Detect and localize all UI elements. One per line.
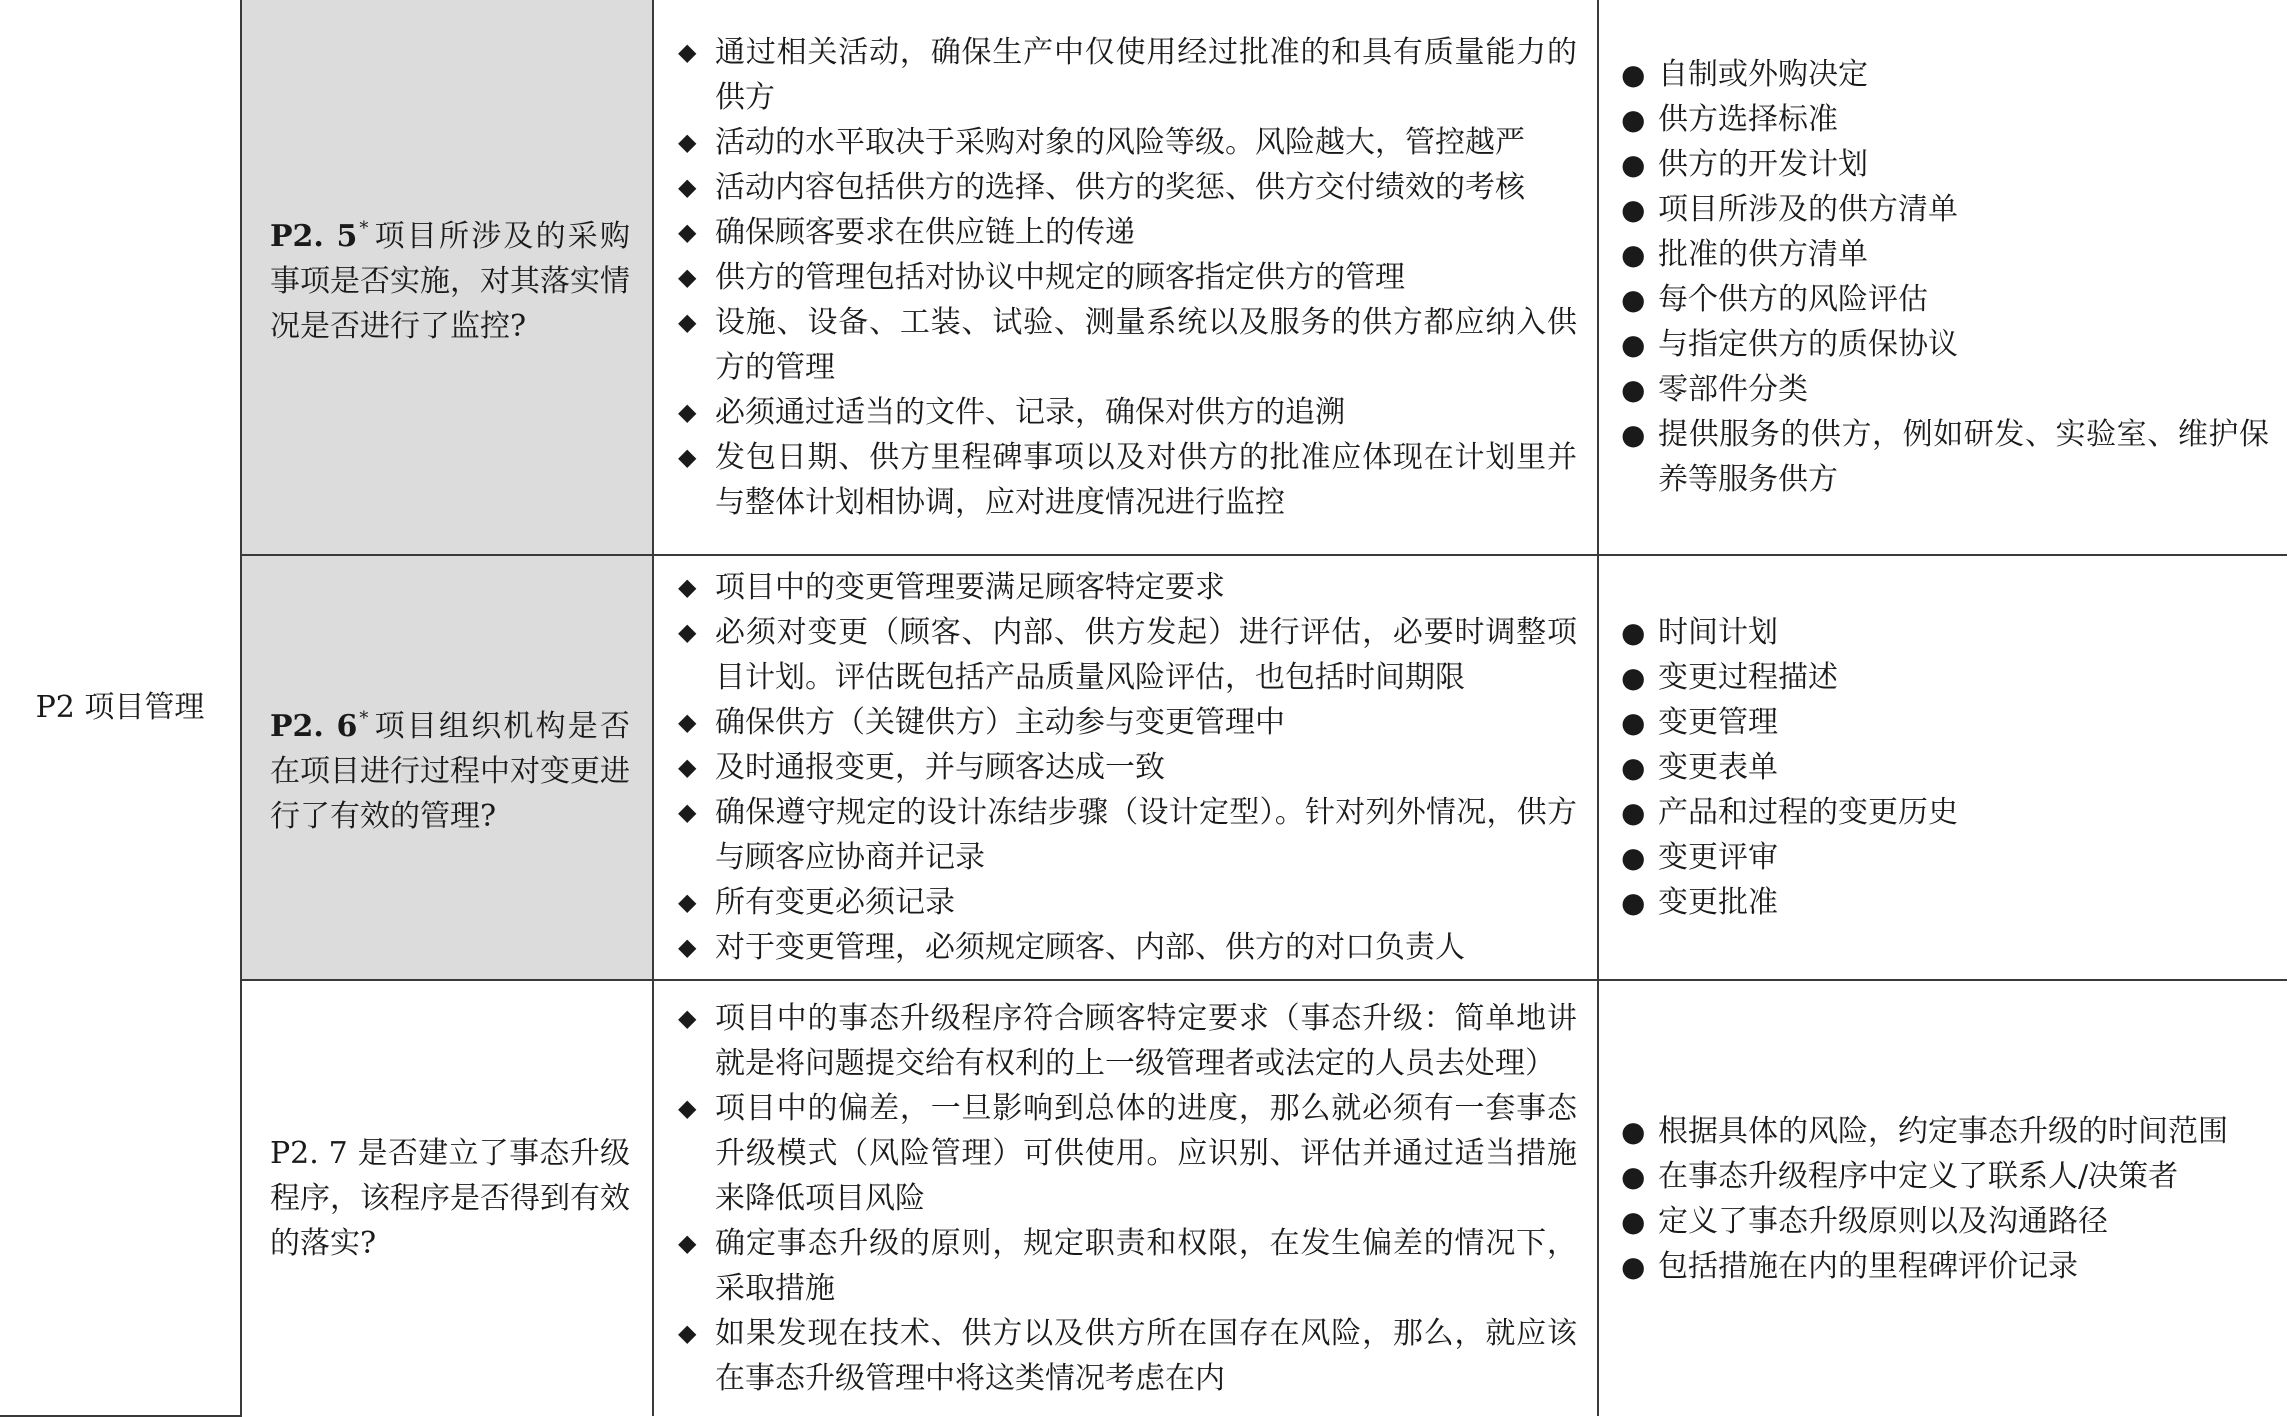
requirement-item xyxy=(678,435,1577,525)
round-bullet-icon: ● xyxy=(1621,418,1646,451)
evidence-item xyxy=(1621,142,2269,187)
requirement-text: 确保供方（关键供方）主动参与变更管理中 xyxy=(715,705,1285,740)
round-bullet-icon: ● xyxy=(1621,1114,1646,1148)
requirement-text: 项目中的变更管理要满足顾客特定要求 xyxy=(715,570,1225,605)
evidence-item xyxy=(1621,187,2269,232)
requirement-item xyxy=(678,745,1577,790)
evidence-item xyxy=(1621,835,2269,880)
requirement-text: 供方的管理包括对协议中规定的顾客指定供方的管理 xyxy=(715,259,1405,295)
round-bullet-icon: ● xyxy=(1621,751,1646,784)
diamond-bullet-icon: ◆ xyxy=(678,37,697,66)
diamond-bullet-icon: ◆ xyxy=(678,573,697,601)
diamond-bullet-icon: ◆ xyxy=(678,1004,697,1032)
requirement-text: 项目中的偏差，一旦影响到总体的进度，那么就必须有一套事态升级模式（风险管理）可供使用。应识别、评估并通过适当措施来降低项目风险 xyxy=(715,1091,1577,1216)
requirement-text: 活动内容包括供方的选择、供方的奖惩、供方交付绩效的考核 xyxy=(715,169,1525,205)
round-bullet-icon: ● xyxy=(1621,58,1646,91)
requirement-text: 发包日期、供方里程碑事项以及对供方的批准应体现在计划里并与整体计划相协调，应对进度情况进行监控 xyxy=(715,439,1577,520)
diamond-bullet-icon: ◆ xyxy=(678,933,697,961)
requirement-text: 及时通报变更，并与顾客达成一致 xyxy=(715,750,1165,785)
requirement-item xyxy=(678,925,1577,970)
evidence-text: 每个供方的风险评估 xyxy=(1658,282,1928,317)
requirements-list xyxy=(678,30,1577,525)
diamond-bullet-icon: ◆ xyxy=(678,262,697,291)
requirement-text: 必须对变更（顾客、内部、供方发起）进行评估，必要时调整项目计划。评估既包括产品质量风险评估，也包括时间期限 xyxy=(715,615,1577,695)
diamond-bullet-icon: ◆ xyxy=(678,708,697,736)
diamond-bullet-icon: ◆ xyxy=(678,307,697,336)
diamond-bullet-icon: ◆ xyxy=(678,798,697,826)
question-row-p2-6 xyxy=(0,555,2287,980)
requirement-item xyxy=(678,1086,1577,1221)
requirement-text: 必须通过适当的文件、记录，确保对供方的追溯 xyxy=(715,394,1345,430)
evidence-text: 变更评审 xyxy=(1658,840,1778,875)
round-bullet-icon: ● xyxy=(1621,706,1646,739)
question-star: * xyxy=(359,217,369,239)
requirement-text: 对于变更管理，必须规定顾客、内部、供方的对口负责人 xyxy=(715,930,1465,965)
requirement-text: 如果发现在技术、供方以及供方所在国存在风险，那么，就应该在事态升级管理中将这类情况考虑在内 xyxy=(715,1316,1577,1396)
evidence-item xyxy=(1621,745,2269,790)
requirement-item xyxy=(678,120,1577,165)
requirement-item xyxy=(678,700,1577,745)
requirement-text: 项目中的事态升级程序符合顾客特定要求（事态升级：简单地讲就是将问题提交给有权利的上一级管理者或法定的人员去处理） xyxy=(715,1001,1577,1081)
evidence-text: 自制或外购决定 xyxy=(1658,57,1868,92)
evidence-cell xyxy=(1598,555,2287,980)
evidence-text: 定义了事态升级原则以及沟通路径 xyxy=(1658,1203,2108,1239)
evidence-list xyxy=(1621,52,2269,502)
diamond-bullet-icon: ◆ xyxy=(678,1094,697,1122)
round-bullet-icon: ● xyxy=(1621,283,1646,316)
requirements-list xyxy=(678,996,1577,1401)
evidence-text: 提供服务的供方，例如研发、实验室、维护保养等服务供方 xyxy=(1658,417,2269,497)
round-bullet-icon: ● xyxy=(1621,661,1646,694)
round-bullet-icon: ● xyxy=(1621,238,1646,271)
requirement-item xyxy=(678,790,1577,880)
evidence-text: 产品和过程的变更历史 xyxy=(1658,795,1958,830)
evidence-text: 批准的供方清单 xyxy=(1658,237,1868,272)
diamond-bullet-icon: ◆ xyxy=(678,618,697,646)
evidence-list xyxy=(1621,1109,2269,1289)
evidence-text: 供方的开发计划 xyxy=(1658,147,1868,182)
question-code: P2. 6 xyxy=(270,709,358,744)
evidence-item xyxy=(1621,97,2269,142)
element-label: P2 项目管理 xyxy=(35,690,205,725)
question-cell xyxy=(241,980,653,1416)
requirement-item xyxy=(678,165,1577,210)
evidence-item xyxy=(1621,1154,2269,1199)
question-cell xyxy=(241,0,653,555)
question-text: 是否建立了事态升级程序，该程序是否得到有效的落实? xyxy=(270,1136,630,1261)
requirements-cell xyxy=(653,980,1598,1416)
requirement-text: 所有变更必须记录 xyxy=(715,885,955,920)
evidence-text: 时间计划 xyxy=(1658,615,1778,650)
evidence-item xyxy=(1621,880,2269,925)
requirement-text: 通过相关活动，确保生产中仅使用经过批准的和具有质量能力的供方 xyxy=(715,34,1577,115)
evidence-text: 零部件分类 xyxy=(1658,372,1808,407)
round-bullet-icon: ● xyxy=(1621,373,1646,406)
question-text: 项目组织机构是否在项目进行过程中对变更进行了有效的管理? xyxy=(270,709,631,834)
evidence-text: 根据具体的风险，约定事态升级的时间范围 xyxy=(1658,1113,2228,1149)
evidence-text: 变更批准 xyxy=(1658,885,1778,920)
requirement-item xyxy=(678,1221,1577,1311)
evidence-text: 项目所涉及的供方清单 xyxy=(1658,192,1958,227)
diamond-bullet-icon: ◆ xyxy=(678,217,697,246)
round-bullet-icon: ● xyxy=(1621,148,1646,181)
evidence-text: 在事态升级程序中定义了联系人/决策者 xyxy=(1658,1158,2179,1194)
diamond-bullet-icon: ◆ xyxy=(678,172,697,201)
evidence-item xyxy=(1621,367,2269,412)
diamond-bullet-icon: ◆ xyxy=(678,127,697,156)
evidence-list xyxy=(1621,610,2269,925)
diamond-bullet-icon: ◆ xyxy=(678,397,697,426)
evidence-item xyxy=(1621,1244,2269,1289)
question-star: * xyxy=(359,708,369,729)
round-bullet-icon: ● xyxy=(1621,616,1646,649)
question-gap xyxy=(348,1136,358,1171)
requirement-item xyxy=(678,255,1577,300)
requirement-item xyxy=(678,610,1577,700)
question-row-p2-7 xyxy=(0,980,2287,1416)
evidence-item xyxy=(1621,1109,2269,1154)
evidence-text: 与指定供方的质保协议 xyxy=(1658,327,1958,362)
round-bullet-icon: ● xyxy=(1621,886,1646,919)
requirements-list xyxy=(678,565,1577,970)
evidence-text: 变更过程描述 xyxy=(1658,660,1838,695)
round-bullet-icon: ● xyxy=(1621,841,1646,874)
diamond-bullet-icon: ◆ xyxy=(678,753,697,781)
requirement-item xyxy=(678,390,1577,435)
requirements-cell xyxy=(653,555,1598,980)
round-bullet-icon: ● xyxy=(1621,1249,1646,1283)
round-bullet-icon: ● xyxy=(1621,1159,1646,1193)
question-code: P2. 7 xyxy=(270,1136,348,1171)
evidence-item xyxy=(1621,52,2269,97)
evidence-item xyxy=(1621,1199,2269,1244)
round-bullet-icon: ● xyxy=(1621,796,1646,829)
evidence-item xyxy=(1621,700,2269,745)
evidence-item xyxy=(1621,610,2269,655)
evidence-text: 供方选择标准 xyxy=(1658,102,1838,137)
requirement-item xyxy=(678,1311,1577,1401)
requirement-text: 确定事态升级的原则，规定职责和权限，在发生偏差的情况下，采取措施 xyxy=(715,1226,1577,1306)
requirement-item xyxy=(678,565,1577,610)
requirement-text: 确保顾客要求在供应链上的传递 xyxy=(715,214,1135,250)
evidence-item xyxy=(1621,322,2269,367)
evidence-cell xyxy=(1598,980,2287,1416)
round-bullet-icon: ● xyxy=(1621,193,1646,226)
evidence-item xyxy=(1621,277,2269,322)
round-bullet-icon: ● xyxy=(1621,103,1646,136)
requirement-text: 确保遵守规定的设计冻结步骤（设计定型）。针对列外情况，供方与顾客应协商并记录 xyxy=(715,795,1577,875)
evidence-text: 变更表单 xyxy=(1658,750,1778,785)
round-bullet-icon: ● xyxy=(1621,328,1646,361)
requirement-item xyxy=(678,300,1577,390)
diamond-bullet-icon: ◆ xyxy=(678,1229,697,1257)
evidence-text: 包括措施在内的里程碑评价记录 xyxy=(1658,1248,2078,1284)
diamond-bullet-icon: ◆ xyxy=(678,888,697,916)
question-row-p2-5 xyxy=(0,0,2287,555)
requirement-item xyxy=(678,30,1577,120)
evidence-item xyxy=(1621,655,2269,700)
requirement-item xyxy=(678,880,1577,925)
evidence-item xyxy=(1621,232,2269,277)
question-text: 项目所涉及的采购事项是否实施，对其落实情况是否进行了监控? xyxy=(270,218,631,344)
question-cell xyxy=(241,555,653,980)
element-cell xyxy=(0,0,241,1416)
diamond-bullet-icon: ◆ xyxy=(678,1319,697,1347)
evidence-item xyxy=(1621,790,2269,835)
requirement-item xyxy=(678,210,1577,255)
round-bullet-icon: ● xyxy=(1621,1204,1646,1238)
requirements-cell xyxy=(653,0,1598,555)
evidence-cell xyxy=(1598,0,2287,555)
evidence-text: 变更管理 xyxy=(1658,705,1778,740)
diamond-bullet-icon: ◆ xyxy=(678,442,697,471)
requirement-item xyxy=(678,996,1577,1086)
evidence-item xyxy=(1621,412,2269,502)
requirement-text: 活动的水平取决于采购对象的风险等级。风险越大，管控越严 xyxy=(715,124,1525,160)
requirement-text: 设施、设备、工装、试验、测量系统以及服务的供方都应纳入供方的管理 xyxy=(715,304,1577,385)
question-code: P2. 5 xyxy=(270,218,358,254)
